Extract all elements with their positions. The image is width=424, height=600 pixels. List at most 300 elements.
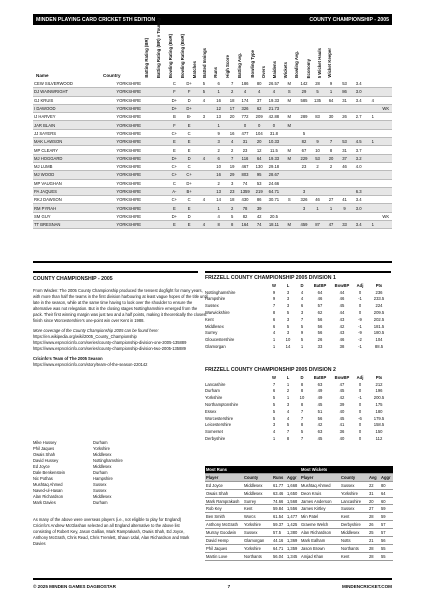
player-stat: D+ (167, 212, 182, 220)
league-cell: 180 (375, 408, 383, 414)
wickets-cell: Lancashire (340, 497, 368, 505)
stats-row (205, 552, 393, 560)
player-stat (338, 212, 352, 220)
league-cell: 5 (286, 422, 290, 428)
runs-cell: 1,556 (286, 505, 300, 513)
player-stat: 326 (238, 104, 252, 112)
runs-cell: 1,359 (286, 544, 300, 552)
league-cell: 45 (339, 303, 345, 309)
player-name: MJ WOOD (33, 171, 115, 179)
player-stat: 46 (311, 196, 325, 204)
league-title: FRIZZELL COUNTY CHAMPIONSHIP 2005 DIVISION 2 (205, 367, 336, 373)
player-stat: 8 (226, 221, 238, 229)
league-header: Adj (356, 282, 364, 288)
wickets-cell: Derbyshire (340, 521, 368, 529)
team-county: Nottinghamshire (93, 457, 123, 463)
stats-row (205, 489, 393, 497)
player-county: YORKSHIRE (115, 162, 167, 170)
player-stat: E (182, 204, 197, 212)
league-cell: 158.5 (373, 422, 385, 428)
league-cell: 8 (286, 436, 290, 442)
league-cell: 40 (339, 408, 345, 414)
league-cell: 8 (300, 388, 304, 394)
runs-cell: 44.16 (272, 537, 286, 545)
column-header-13: Wickets (283, 61, 288, 78)
player-stat (281, 104, 297, 112)
wickets-cell: Min Patel (300, 513, 340, 521)
player-stat: 18 (226, 196, 238, 204)
player-stat: 18.11 (267, 221, 282, 229)
player-stat: F (167, 121, 182, 129)
team-player: Mushtaq Ahmed (33, 482, 63, 488)
league-header: BatBP (313, 374, 327, 380)
player-stat: 64 (252, 154, 267, 162)
league-cell: 46 (317, 296, 323, 302)
player-stat (380, 162, 392, 170)
player-stat: 21.73 (267, 104, 282, 112)
league-cell: 180.5 (373, 330, 385, 336)
league-cell: -1 (358, 395, 362, 401)
player-stat: 1359 (238, 187, 252, 195)
league-cell: 6 (300, 303, 304, 309)
player-stat: 5 (196, 88, 211, 96)
league-cell: 209.5 (373, 310, 385, 316)
team-county: Middlesex (93, 494, 112, 500)
league-cell: 1 (272, 337, 276, 343)
team-county: Durham (93, 439, 108, 445)
player-row (33, 171, 392, 179)
column-header-16: 5 Wicket Hauls (317, 47, 322, 78)
player-stat (324, 129, 338, 137)
runs-cell: Yorkshire (243, 544, 272, 552)
runs-header: Runs (272, 473, 286, 481)
player-stat: 1 (211, 121, 226, 129)
team-of-season-title: Cricinfo's Team of The 2005 Season (33, 355, 103, 361)
article-title: COUNTY CHAMPIONSHIP - 2005 (33, 276, 113, 282)
player-name: CEW SILVERWOOD (33, 80, 115, 88)
league-team: Kent (205, 316, 214, 322)
league-cell: 0 (358, 429, 362, 435)
league-cell: 236 (375, 289, 383, 295)
coverage-link-3[interactable]: https://www.espncricinfo.com/series/county-championship-division-two-2005-135889 (33, 345, 186, 351)
stats-row (205, 529, 393, 537)
wickets-cell: 57 (380, 529, 393, 537)
player-stat (380, 121, 392, 129)
player-stat: 3.4 (351, 221, 366, 229)
league-cell: 43 (339, 316, 345, 322)
league-cell: 47 (339, 381, 345, 387)
league-header: BowBP (334, 282, 350, 288)
league-team: Nottinghamshire (205, 289, 236, 295)
player-stat (196, 138, 211, 146)
league-cell: 8 (300, 422, 304, 428)
player-stat: C+ (167, 162, 182, 170)
player-stat: C (182, 196, 197, 204)
left-section-rule (33, 271, 198, 273)
player-stat: 229 (297, 154, 311, 162)
player-stat (311, 179, 325, 187)
league-cell: 56 (317, 415, 323, 421)
column-header-11: Overs (261, 65, 266, 78)
player-stat (366, 80, 380, 88)
player-stat: 3.4 (351, 96, 366, 104)
runs-cell: Glamorgan (243, 537, 272, 545)
stats-title-row (205, 466, 393, 473)
league-cell: 88.5 (374, 344, 384, 350)
player-stat: B (167, 113, 182, 121)
league-cell: 3 (286, 296, 290, 302)
runs-cell: 1,650 (286, 489, 300, 497)
wickets-cell: James Kirtley (300, 505, 340, 513)
player-stat (380, 146, 392, 154)
coverage-link-2[interactable]: https://www.espncricinfo.com/series/county-championship-division-one-2005-135889 (33, 339, 187, 345)
league-cell: 63 (317, 381, 323, 387)
player-stat (311, 187, 325, 195)
team-player: Mike Hussey (33, 439, 57, 445)
runs-header: County (243, 473, 272, 481)
player-name: DJ WAINWRIGHT (33, 88, 115, 96)
league-cell: 51 (317, 408, 323, 414)
stats-header-row (205, 473, 393, 481)
league-title-row (205, 366, 391, 374)
league-row (205, 415, 391, 422)
player-stat: 4 (196, 154, 211, 162)
player-stat: 80 (252, 80, 267, 88)
player-row (33, 121, 392, 129)
league-cell: 4 (272, 429, 276, 435)
league-row (205, 428, 391, 435)
player-stat (281, 129, 297, 137)
division-1-table-wrap (205, 274, 391, 350)
player-stat (338, 104, 352, 112)
wickets-cell: 55 (380, 544, 393, 552)
player-stat: 4 (211, 212, 226, 220)
player-stat: 14 (211, 196, 226, 204)
player-stat (297, 104, 311, 112)
league-cell: 0 (358, 436, 362, 442)
league-cell: 104 (375, 337, 383, 343)
team-county: Sussex (93, 488, 107, 494)
player-stat: 10 (211, 162, 226, 170)
column-header-6: Batted Innings (202, 48, 207, 78)
wickets-cell: 55 (380, 552, 393, 560)
player-stat (338, 129, 352, 137)
league-row (205, 336, 391, 343)
player-stat: M (281, 113, 297, 121)
player-stat: 5 (297, 129, 311, 137)
coverage-link-1[interactable]: https://en.wikipedia.org/wiki/2005_County_Championship (33, 333, 137, 339)
player-name: JAR BLAIN (33, 121, 115, 129)
player-stat: D+ (167, 104, 182, 112)
player-stat (380, 196, 392, 204)
league-row (205, 302, 391, 309)
player-stat: 459 (297, 221, 311, 229)
player-stat (338, 179, 352, 187)
league-row (205, 435, 391, 442)
league-row (205, 296, 391, 303)
wickets-cell: 60 (380, 497, 393, 505)
wickets-cell: 21 (368, 537, 380, 545)
top-header-bar (33, 14, 392, 25)
league-cell: -2 (358, 337, 362, 343)
wickets-cell: 28 (368, 544, 380, 552)
league-cell: 3 (286, 330, 290, 336)
country-column-header: Country (103, 73, 121, 78)
player-stat: E (167, 221, 182, 229)
section-title: COUNTY CHAMPIONSHIP - 2005 (309, 16, 389, 23)
wickets-cell: 57 (380, 521, 393, 529)
player-county: YORKSHIRE (115, 146, 167, 154)
player-stat (324, 121, 338, 129)
league-cell: 2 (286, 388, 290, 394)
league-cell: 62 (317, 310, 323, 316)
player-row (33, 204, 392, 212)
player-row (33, 221, 392, 229)
player-county: YORKSHIRE (115, 121, 167, 129)
name-column-header: Name (36, 73, 49, 78)
league-cell: 36 (339, 429, 345, 435)
league-cell: -1 (358, 296, 362, 302)
league-cell: 63 (317, 429, 323, 435)
player-stat: E (182, 221, 197, 229)
player-name: I DAWOOD (33, 104, 115, 112)
most-runs-title: Most Runs (205, 466, 300, 473)
runs-cell: Ben Smith (205, 513, 243, 521)
league-row (205, 408, 391, 415)
player-row (33, 162, 392, 170)
player-stat: 7 (226, 80, 238, 88)
player-stat (196, 146, 211, 154)
column-header-17: Wicket Keeper (327, 48, 332, 78)
league-cell: 46 (339, 337, 345, 343)
league-cell: 233.5 (373, 296, 385, 302)
team-player: Ed Joyce (33, 463, 50, 469)
team-county: Durham (93, 500, 108, 506)
player-stat: 26.57 (267, 80, 282, 88)
player-stat (311, 129, 325, 137)
player-stat: 4 (226, 138, 238, 146)
player-stat: D+ (182, 104, 197, 112)
player-stat: E (167, 204, 182, 212)
player-stat (351, 104, 366, 112)
player-row (33, 146, 392, 154)
stats-row (205, 505, 393, 513)
player-stat (366, 179, 380, 187)
team-of-season-link[interactable]: https://www.espncricinfo.com/story/team-of-the-season-220142 (33, 362, 148, 368)
league-cell: 7 (300, 436, 304, 442)
player-stat: 86 (252, 196, 267, 204)
player-stat: 3.7 (351, 146, 366, 154)
wickets-cell: 26 (368, 521, 380, 529)
league-cell: 181.5 (373, 323, 385, 329)
column-header-5: Matches (192, 60, 197, 78)
player-stat: 27 (324, 196, 338, 204)
league-header: D (300, 374, 304, 380)
player-stat (196, 104, 211, 112)
player-stat: C+ (167, 129, 182, 137)
player-name: PA JAQUES (33, 187, 115, 195)
player-stat (281, 212, 297, 220)
league-cell: 7 (272, 381, 276, 387)
player-stat (366, 129, 380, 137)
league-cell: 42 (339, 395, 345, 401)
league-cell: 7 (272, 303, 276, 309)
player-stat (281, 179, 297, 187)
league-cell: 45 (317, 436, 323, 442)
player-stat: 2 (211, 146, 226, 154)
league-cell: 42 (339, 323, 345, 329)
player-stat (380, 171, 392, 179)
league-team: Durham (205, 388, 220, 394)
league-row (205, 401, 391, 408)
player-stat (351, 179, 366, 187)
wickets-cell: Kent (340, 552, 368, 560)
runs-cell: Anthony McGrath (205, 521, 243, 529)
runs-cell: 64.71 (272, 544, 286, 552)
stats-row (205, 497, 393, 505)
league-cell: 38 (339, 344, 345, 350)
player-stat: 19.33 (267, 96, 282, 104)
wickets-cell: Jason Brown (300, 544, 340, 552)
player-stat (380, 129, 392, 137)
wickets-cell: Northants (340, 544, 368, 552)
league-cell: 5 (272, 402, 276, 408)
league-cell: 179.5 (373, 415, 385, 421)
player-stat (380, 138, 392, 146)
runs-cell: 1,425 (286, 521, 300, 529)
player-stat: 135 (311, 96, 325, 104)
league-row (205, 289, 391, 296)
player-stat: 219 (252, 187, 267, 195)
player-stat: 4 (196, 96, 211, 104)
league-cell: 64 (317, 289, 323, 295)
player-stat (281, 171, 297, 179)
player-stat (380, 113, 392, 121)
player-stat (281, 187, 297, 195)
runs-cell: 61.77 (272, 481, 286, 489)
player-stat: 116 (238, 154, 252, 162)
player-stat: 42 (252, 212, 267, 220)
player-stat (366, 171, 380, 179)
player-row (33, 113, 392, 121)
league-cell: 5 (300, 337, 304, 343)
league-header: D (300, 282, 304, 288)
player-stat: 28.67 (267, 171, 282, 179)
player-name: MJ HOGGARD (33, 154, 115, 162)
player-stat: WK (380, 104, 392, 112)
player-stat: 4 (267, 88, 282, 96)
player-stat: 78 (238, 204, 252, 212)
league-cell: 1 (300, 344, 304, 350)
player-stat: 174 (238, 96, 252, 104)
column-header-7: Runs (213, 67, 218, 78)
player-stat (366, 121, 380, 129)
runs-cell: Rob Key (205, 505, 243, 513)
player-stat (324, 212, 338, 220)
player-stat: 64.71 (267, 187, 282, 195)
runs-cell: Sussex (243, 529, 272, 537)
player-stat: 87 (311, 221, 325, 229)
player-stat: 8 (211, 221, 226, 229)
player-stat: B- (182, 113, 197, 121)
player-name: MAK LAWSON (33, 138, 115, 146)
league-team: Glamorgan (205, 344, 226, 350)
player-row (33, 88, 392, 96)
player-stat: 1 (211, 88, 226, 96)
player-stat: 4 (366, 96, 380, 104)
league-cell: 8 (272, 310, 276, 316)
league-cell: 9 (272, 289, 276, 295)
player-stat: 31 (338, 146, 352, 154)
league-cell: 3 (286, 316, 290, 322)
player-stat (351, 121, 366, 129)
league-cell: -1 (358, 344, 362, 350)
column-header-8: High Score (225, 55, 230, 78)
player-stat: 430 (238, 196, 252, 204)
player-stat: 11.5 (267, 146, 282, 154)
league-cell: 44 (339, 289, 345, 295)
player-stat (380, 154, 392, 162)
league-cell: 7 (300, 408, 304, 414)
column-header-2: Batting Rating (BR) v Touring (156, 17, 161, 78)
league-cell: 150 (375, 429, 383, 435)
wickets-header: Aggr (380, 473, 393, 481)
player-row (33, 154, 392, 162)
league-cell: 57 (317, 303, 323, 309)
league-cell: 112 (375, 436, 383, 442)
player-stat: 2 (226, 88, 238, 96)
player-stat: 37 (252, 96, 267, 104)
player-stat: 3.0 (351, 204, 366, 212)
player-row (33, 96, 392, 104)
league-row (205, 381, 391, 388)
runs-cell: 63.46 (272, 489, 286, 497)
player-stat: 1 (324, 88, 338, 96)
league-cell: 49 (317, 388, 323, 394)
player-stat: 209 (252, 113, 267, 121)
player-stat: 5 (196, 80, 211, 88)
league-cell: 6 (272, 388, 276, 394)
league-cell: 3 (286, 289, 290, 295)
player-stat (226, 121, 238, 129)
team-player: Alan Richardson (33, 494, 64, 500)
coverage-note: More coverage of the County Championship 2005 can be found here: (33, 327, 159, 333)
wickets-cell: Mushtaq Ahmed (300, 481, 340, 489)
player-stat: C+ (182, 171, 197, 179)
wickets-header: Player (300, 473, 340, 481)
player-stat: F (167, 88, 182, 96)
runs-cell: 1,668 (286, 481, 300, 489)
website-link[interactable]: MINDENCRICKET.COM (341, 584, 392, 589)
runs-cell: Surrey (243, 497, 272, 505)
footer (33, 584, 392, 589)
player-stat: C (182, 162, 197, 170)
player-row (33, 196, 392, 204)
player-stat (338, 171, 352, 179)
player-stat: 20 (324, 154, 338, 162)
runs-cell: Worcs (243, 513, 272, 521)
runs-cell: 59.37 (272, 521, 286, 529)
league-cell: 9 (272, 296, 276, 302)
player-stat (324, 104, 338, 112)
player-stat: 7 (226, 154, 238, 162)
player-row (33, 138, 392, 146)
player-stat (196, 129, 211, 137)
team-player: Owais Shah (33, 451, 56, 457)
player-stat: S (281, 196, 297, 204)
copyright: © 2025 MINDEN GAMES DAGBOSTAR (33, 584, 116, 589)
player-name: MP CLEARY (33, 146, 115, 154)
